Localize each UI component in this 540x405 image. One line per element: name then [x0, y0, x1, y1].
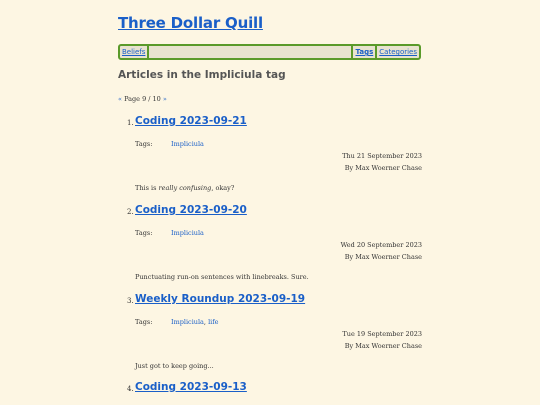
site-title-link[interactable]: Three Dollar Quill — [118, 14, 263, 32]
article-tags — [135, 318, 218, 326]
article-excerpt — [135, 184, 234, 192]
article-author: By Max Woerner Chase — [344, 253, 422, 261]
tag-separator: , — [203, 318, 209, 326]
tags-label: Tags: — [135, 318, 153, 326]
article-tags — [135, 140, 204, 148]
next-page-link[interactable]: » — [162, 95, 167, 103]
article-number: 3. — [127, 297, 134, 305]
article-tags — [135, 229, 204, 237]
nav-link-tags[interactable]: Tags — [355, 48, 374, 56]
excerpt-emphasis: really confusing — [158, 184, 212, 192]
excerpt-text: , okay? — [211, 184, 235, 192]
article-title-link[interactable]: Weekly Roundup 2023-09-19 — [135, 293, 306, 305]
article-number: 1. — [127, 119, 134, 127]
article-excerpt: Punctuating run-on sentences with linebreaks. Sure. — [135, 273, 309, 281]
article-date: Tue 19 September 2023 — [342, 330, 422, 338]
tag-link[interactable]: life — [208, 318, 219, 326]
nav-search-field[interactable] — [149, 46, 351, 58]
article-date: Wed 20 September 2023 — [340, 241, 422, 249]
article-excerpt: Just got to keep going... — [135, 362, 214, 370]
page-indicator: Page 9 / 10 — [124, 95, 161, 103]
excerpt-text: This is — [135, 184, 159, 192]
article-number: 4. — [127, 385, 134, 393]
article-author: By Max Woerner Chase — [344, 164, 422, 172]
article-number: 2. — [127, 208, 134, 216]
article-title-link[interactable]: Coding 2023-09-13 — [135, 381, 247, 393]
article-date: Thu 21 September 2023 — [342, 152, 422, 160]
article-title-link[interactable]: Coding 2023-09-20 — [135, 204, 247, 216]
previous-page-link[interactable]: « — [118, 95, 122, 103]
pagination — [118, 95, 167, 103]
article-author: By Max Woerner Chase — [344, 342, 422, 350]
navigation-bar — [118, 44, 421, 60]
tag-link[interactable]: Impliciula — [171, 229, 204, 237]
tag-link[interactable]: Impliciula — [171, 140, 204, 148]
nav-link-categories[interactable]: Categories — [379, 48, 417, 56]
tag-link[interactable]: Impliciula — [171, 318, 204, 326]
nav-link-beliefs[interactable]: Beliefs — [122, 48, 146, 56]
tags-label: Tags: — [135, 140, 153, 148]
page-heading: Articles in the Impliciula tag — [118, 69, 286, 81]
article-title-link[interactable]: Coding 2023-09-21 — [135, 115, 247, 127]
tags-label: Tags: — [135, 229, 153, 237]
